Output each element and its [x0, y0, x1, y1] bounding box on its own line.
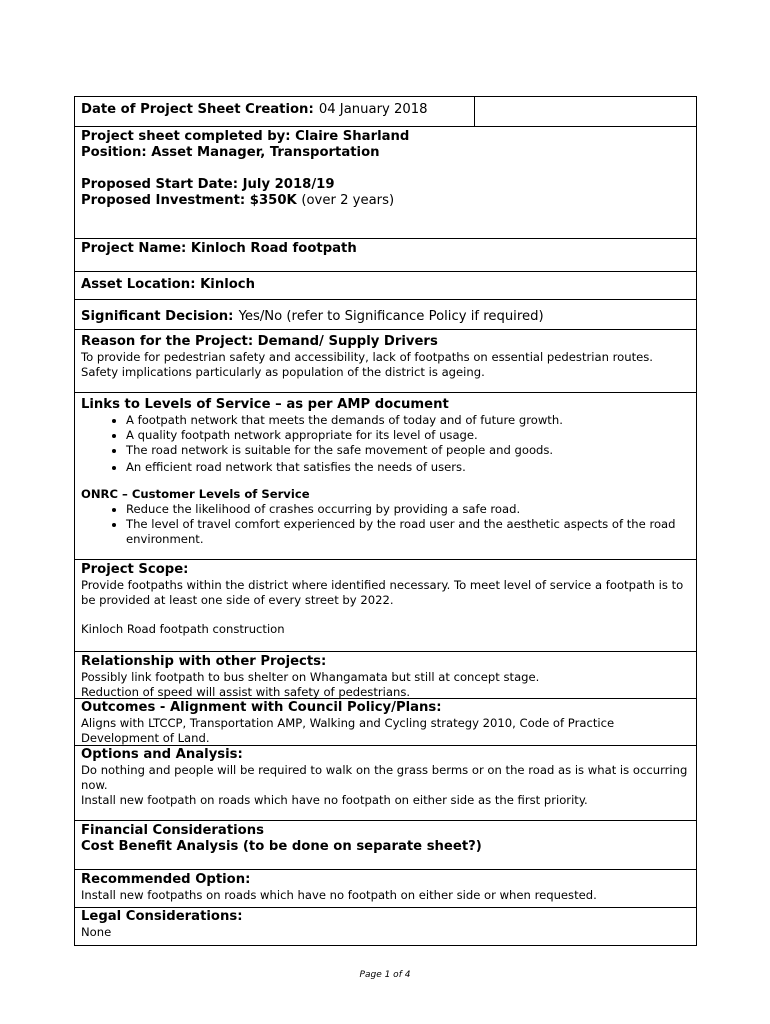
- relationship-line-2: Reduction of speed will assist with safety of pedestrians.: [81, 685, 411, 699]
- scope-section: [75, 560, 696, 652]
- asset-location-label: Asset Location:: [81, 277, 196, 292]
- options-line-2: Install new footpath on roads which have no footpath on either side as the first priority.: [81, 793, 588, 807]
- reason-heading: Reason for the Project: Demand/ Supply Drivers: [81, 334, 438, 349]
- scope-text: Provide footpaths within the district where identified necessary. To meet level of service a footpath is to be provided at least one side of every street by 2022.: [81, 578, 684, 607]
- recommended-text: Install new footpaths on roads which have no footpath on either side or when requested.: [81, 888, 597, 902]
- onrc-item: • Reduce the likelihood of crashes occurring by providing a safe road.: [126, 502, 690, 517]
- outcomes-section: [75, 699, 696, 746]
- significant-decision-row: [75, 300, 696, 330]
- reason-section: [75, 330, 696, 393]
- project-name-value: Kinloch Road footpath: [190, 241, 357, 256]
- date-value: 04 January 2018: [318, 102, 428, 117]
- links-item: • A quality footpath network appropriate for its level of usage.: [126, 428, 690, 443]
- date-empty-cell: [475, 97, 696, 126]
- onrc-list: [81, 502, 690, 547]
- links-item: • The road network is suitable for the safe movement of people and goods.: [126, 443, 690, 458]
- links-item: • An efficient road network that satisfies the needs of users.: [126, 460, 690, 475]
- date-cell: [75, 97, 475, 126]
- date-row: [75, 97, 696, 127]
- significant-decision-value: Yes/No (refer to Significance Policy if required): [238, 309, 544, 324]
- scope-text-2: Kinloch Road footpath construction: [81, 622, 285, 636]
- start-date-value: July 2018/19: [242, 177, 335, 192]
- relationship-section: [75, 652, 696, 699]
- project-name-label: Project Name:: [81, 241, 187, 256]
- significant-decision-label: Significant Decision:: [81, 309, 234, 324]
- completed-by-value: Claire Sharland: [295, 129, 410, 144]
- scope-heading: Project Scope:: [81, 562, 189, 577]
- legal-section: [75, 908, 696, 945]
- reason-text: To provide for pedestrian safety and accessibility, lack of footpaths on essential pedestrian routes. Safety implications particularly as population of the district is ageing.: [81, 350, 653, 379]
- page-number: Page 1 of 4: [359, 970, 411, 980]
- options-section: [75, 746, 696, 821]
- links-item: • A footpath network that meets the demands of today and of future growth.: [126, 413, 690, 428]
- outcomes-heading: Outcomes - Alignment with Council Policy/Plans:: [81, 700, 442, 715]
- links-list: [81, 413, 690, 475]
- recommended-section: [75, 870, 696, 908]
- financial-heading-2: Cost Benefit Analysis (to be done on separate sheet?): [81, 839, 482, 854]
- onrc-item: • The level of travel comfort experienced by the road user and the aesthetic aspects of the road environment.: [126, 517, 690, 547]
- date-label: Date of Project Sheet Creation:: [81, 102, 314, 117]
- asset-location-row: [75, 272, 696, 300]
- position-label: Position:: [81, 145, 147, 160]
- meta-section: [75, 127, 696, 239]
- position-value: Asset Manager, Transportation: [151, 145, 380, 160]
- legal-heading: Legal Considerations:: [81, 909, 243, 924]
- relationship-heading: Relationship with other Projects:: [81, 654, 327, 669]
- completed-by-label: Project sheet completed by:: [81, 129, 291, 144]
- investment-note: (over 2 years): [301, 193, 395, 208]
- financial-heading-1: Financial Considerations: [81, 823, 264, 838]
- project-name-row: [75, 239, 696, 272]
- links-section: [75, 393, 696, 560]
- onrc-heading: ONRC – Customer Levels of Service: [81, 487, 310, 501]
- options-heading: Options and Analysis:: [81, 747, 243, 762]
- relationship-line-1: Possibly link footpath to bus shelter on Whangamata but still at concept stage.: [81, 670, 540, 684]
- project-sheet: [74, 96, 697, 946]
- investment-label: Proposed Investment:: [81, 193, 246, 208]
- recommended-heading: Recommended Option:: [81, 872, 251, 887]
- financial-section: [75, 821, 696, 870]
- outcomes-text: Aligns with LTCCP, Transportation AMP, Walking and Cycling strategy 2010, Code of Practice Development of Land.: [81, 716, 615, 745]
- legal-text: None: [81, 925, 112, 939]
- asset-location-value: Kinloch: [200, 277, 255, 292]
- options-line-1: Do nothing and people will be required to walk on the grass berms or on the road as is what is occurring now.: [81, 763, 688, 792]
- links-heading: Links to Levels of Service – as per AMP document: [81, 397, 449, 412]
- investment-value: $350K: [249, 193, 297, 208]
- start-date-label: Proposed Start Date:: [81, 177, 239, 192]
